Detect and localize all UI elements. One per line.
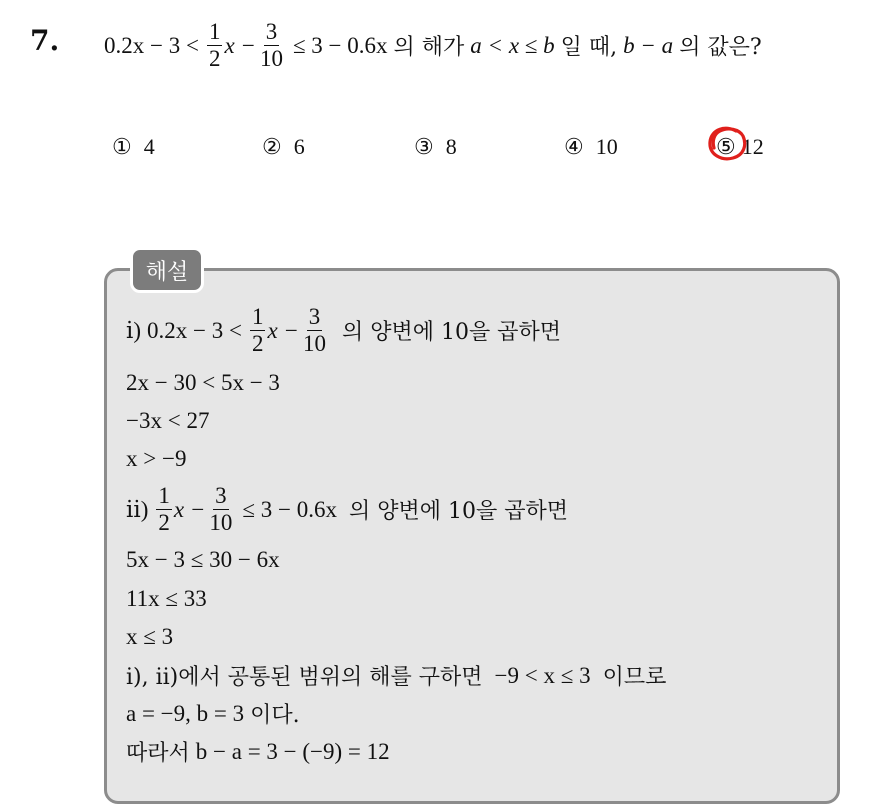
fraction-denominator: 2 (251, 331, 264, 357)
question-text-b: 일 때, (560, 35, 618, 61)
fraction-denominator: 2 (158, 510, 170, 536)
fraction-denominator: 10 (302, 331, 326, 357)
question-expr: b − a (623, 32, 674, 58)
fraction-numerator: 1 (207, 20, 223, 46)
question-fraction-2 (258, 20, 285, 71)
choice-3[interactable] (414, 134, 457, 160)
fraction-denominator: 10 (209, 510, 233, 536)
fraction-numerator: 1 (250, 305, 266, 331)
solution-line-4: 5x − 3 ≤ 30 − 6x (126, 547, 280, 572)
solution-tag: 해설 (130, 247, 204, 293)
answer-choices (0, 130, 884, 170)
solution-line-8 (126, 698, 300, 729)
step1-fraction-1 (250, 305, 266, 356)
choice-value: 6 (293, 134, 305, 159)
fraction-numerator: 3 (213, 484, 229, 510)
solution-step1 (126, 305, 561, 356)
fraction-denominator: 10 (259, 46, 283, 72)
choice-2[interactable] (262, 134, 305, 160)
question-text-a: 의 해가 (393, 35, 465, 61)
fraction-denominator: 2 (208, 46, 221, 72)
line8-math: a = −9, b = 3 (126, 700, 245, 726)
solution-line-9 (126, 736, 390, 767)
line8-end: 이다. (250, 703, 300, 728)
step2-text: 의 양변에 10을 곱하면 (348, 499, 568, 525)
selected-answer-circle-mark (706, 125, 748, 163)
step1-mid: x − (267, 317, 299, 343)
choice-symbol: ② (262, 134, 282, 159)
line9-math: b − a = 3 − (−9) = 12 (195, 738, 390, 764)
choice-value: 12 (741, 134, 764, 159)
question-range: a < x ≤ b (470, 32, 555, 58)
step1-text: 의 양변에 10을 곱하면 (341, 320, 561, 346)
choice-value: 4 (143, 134, 155, 159)
step1-prefix: 0.2x − 3 < (147, 317, 242, 343)
choice-4[interactable] (564, 134, 618, 160)
choice-symbol: ⑤ (716, 134, 736, 159)
step1-label: ⅰ) (126, 317, 142, 343)
question-number: 7. (30, 24, 60, 57)
choice-symbol: ③ (414, 134, 434, 159)
step2-rhs: ≤ 3 − 0.6x (242, 496, 337, 522)
line9-text: 따라서 (126, 741, 190, 766)
choice-1[interactable] (112, 134, 155, 160)
step2-label: ⅱ) (126, 496, 149, 522)
line7-text: ⅰ), ⅱ)에서 공통된 범위의 해를 구하면 (126, 665, 483, 690)
step1-fraction-2 (301, 305, 328, 356)
step2-fraction-2 (207, 484, 234, 535)
solution-line-7 (126, 660, 666, 691)
question-text-c: 의 값은? (679, 35, 762, 61)
choice-value: 8 (445, 134, 457, 159)
solution-line-3: x > −9 (126, 446, 187, 471)
question-rhs: ≤ 3 − 0.6x (292, 32, 388, 58)
solution-line-1: 2x − 30 < 5x − 3 (126, 370, 280, 395)
step2-fraction-1 (156, 484, 172, 535)
fraction-numerator: 3 (264, 20, 280, 46)
question-fraction-1 (207, 20, 223, 71)
choice-symbol: ④ (564, 134, 584, 159)
question-text (104, 20, 762, 71)
question-lhs: 0.2x − 3 < (104, 32, 199, 58)
fraction-numerator: 1 (156, 484, 172, 510)
choice-value: 10 (595, 134, 618, 159)
step2-mid: x − (173, 496, 206, 522)
choice-symbol: ① (112, 134, 132, 159)
solution-line-6: x ≤ 3 (126, 624, 174, 649)
solution-step2 (126, 484, 568, 535)
solution-line-5: 11x ≤ 33 (126, 586, 207, 611)
solution-line-2: −3x < 27 (126, 408, 210, 433)
question-mid: x − (224, 32, 256, 58)
circle-stroke (710, 128, 745, 158)
line7-math: −9 < x ≤ 3 (494, 662, 591, 688)
line7-end: 이므로 (602, 665, 667, 690)
fraction-numerator: 3 (307, 305, 323, 331)
